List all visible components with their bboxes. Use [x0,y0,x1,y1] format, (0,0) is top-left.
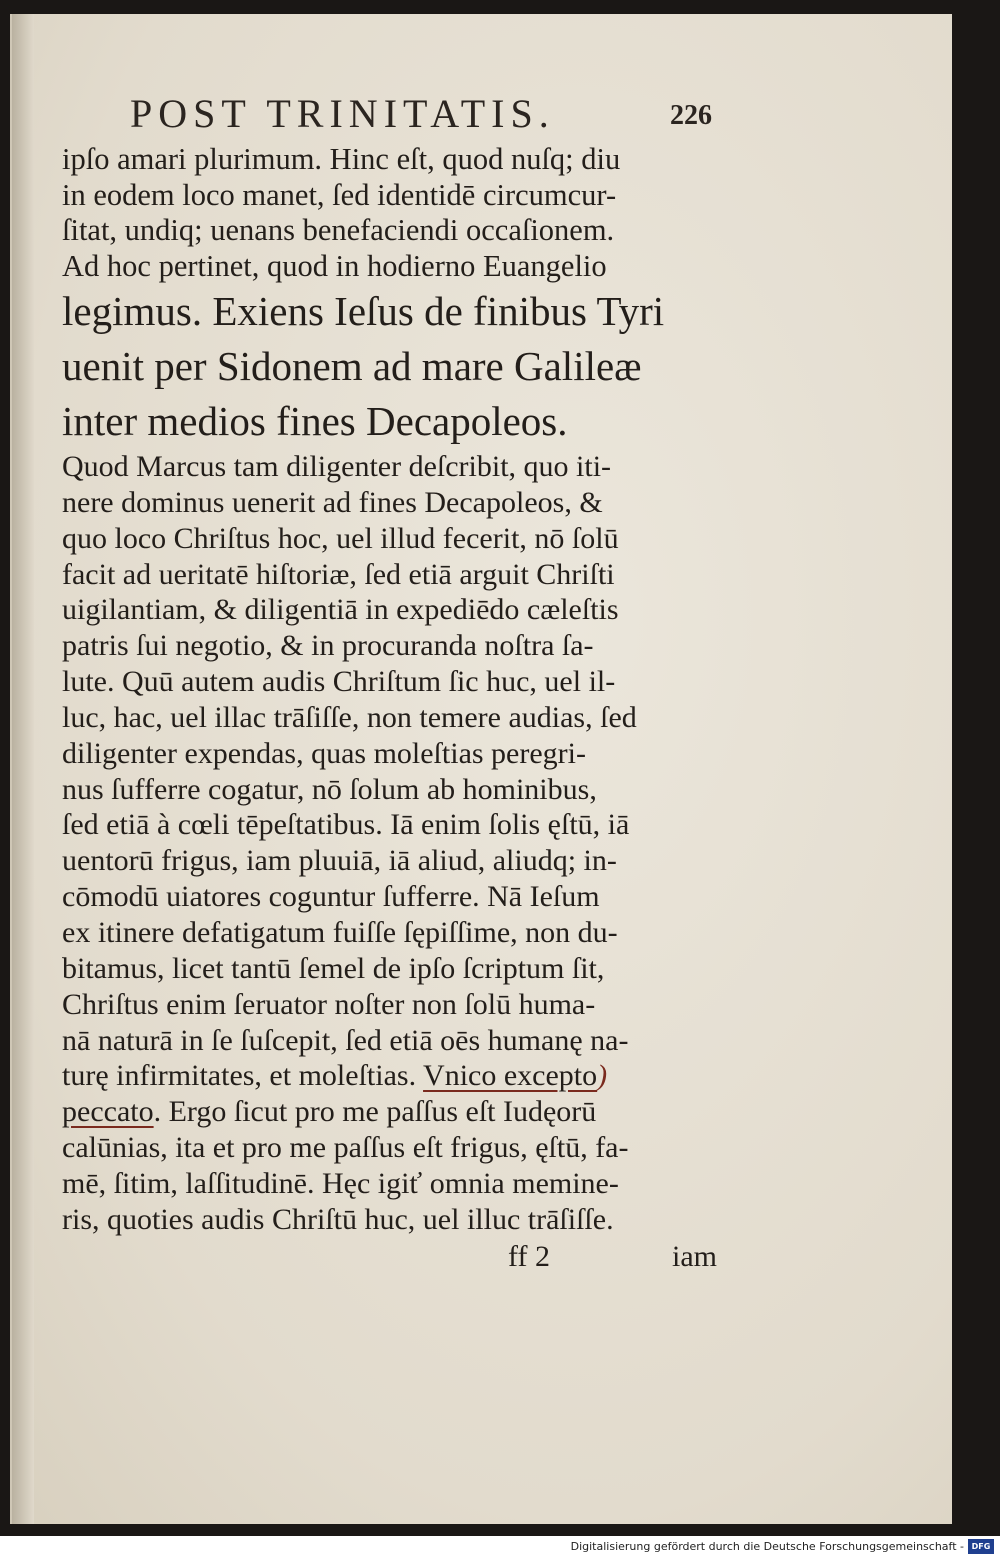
text-segment: . Ergo ſicut pro me paſſus eſt Iudęorū [153,1095,597,1129]
text-line-with-underline [62,1094,742,1130]
folio-number: 226 [670,100,712,131]
gospel-quote-line: uenit per Sidonem ad mare Galileæ [62,343,642,389]
underlined-annotation: peccato [62,1095,154,1129]
book-page [10,14,952,1524]
text-line: patris ſui negotio, & in procuranda noſtra ſa- [62,629,594,663]
running-head: POST TRINITATIS. [130,91,555,136]
text-line: cōmodū uiatores coguntur ſufferre. Nā Ieſum [62,880,600,914]
margin-bracket-mark: ) [597,1059,608,1093]
text-line: luc, hac, uel illac trāſiſſe, non temere audias, ſed [62,700,637,734]
text-line: in eodem loco manet, ſed identidē circumcur- [62,177,617,212]
credit-footer [0,1536,1000,1558]
text-line: mē, ſitim, laſſitudinē. Hęc igiť omnia memine- [62,1166,619,1200]
dfg-logo-icon: DFG [968,1539,994,1554]
text-line: ſitat, undiq; uenans benefaciendi occaſionem. [62,213,615,247]
signature-mark: ff 2 [508,1240,550,1273]
text-line: Chriſtus enim ſeruator noſter non ſolū huma- [62,987,596,1021]
text-line: facit ad ueritatē hiſtoriæ, ſed etiā arguit Chriſti [62,557,615,591]
catchword: iam [672,1240,717,1273]
underlined-annotation: Vnico excepto [423,1059,598,1093]
text-line: Ad hoc pertinet, quod in hodierno Euangelio [62,248,607,283]
text-line: nā naturā in ſe ſuſcepit, ſed etiā oēs humanę na- [62,1023,629,1057]
text-line: calūnias, ita et pro me paſſus eſt frigus, ęſtū, fa- [62,1131,629,1165]
funding-credit-text: Digitalisierung gefördert durch die Deutsche Forschungsgemeinschaft - [570,1540,964,1553]
gospel-quote-line: legimus. Exiens Ieſus de finibus Tyri [62,288,665,334]
text-line: uigilantiam, & diligentiā in expediēdo cæleſtis [62,593,619,627]
text-line: diligenter expendas, quas moleſtias peregri- [62,736,586,770]
page-body-text [62,142,742,1238]
page-binding-shadow [12,14,34,1524]
text-line: lute. Quū autem audis Chriſtum ſic huc, uel il- [62,665,616,699]
text-line: nus ſufferre cogatur, nō ſolum ab hominibus, [62,772,597,806]
gospel-quote-line: inter medios fines Decapoleos. [62,398,568,444]
text-segment: turę infirmitates, et moleſtias. [62,1059,417,1093]
text-line: nere dominus uenerit ad fines Decapoleos, & [62,485,603,519]
text-line: bitamus, licet tantū ſemel de ipſo ſcriptum ſit, [62,951,605,985]
text-line: ex itinere defatigatum fuiſſe ſępiſſime, non du- [62,915,618,949]
text-line: ipſo amari plurimum. Hinc eſt, quod nuſq; diu [62,142,621,176]
text-line: uentorū frigus, iam pluuiā, iā aliud, aliudq; in- [62,844,617,878]
text-line: ris, quoties audis Chriſtū huc, uel illuc trāſiſſe. [62,1202,614,1236]
text-line: Quod Marcus tam diligenter deſcribit, quo iti- [62,450,612,483]
text-line: ſed etiā à cœli tēpeſtatibus. Iā enim ſolis ęſtū, iā [62,808,630,842]
text-line: quo loco Chriſtus hoc, uel illud fecerit, nō ſolū [62,521,619,555]
text-line-with-underline [62,1058,742,1094]
